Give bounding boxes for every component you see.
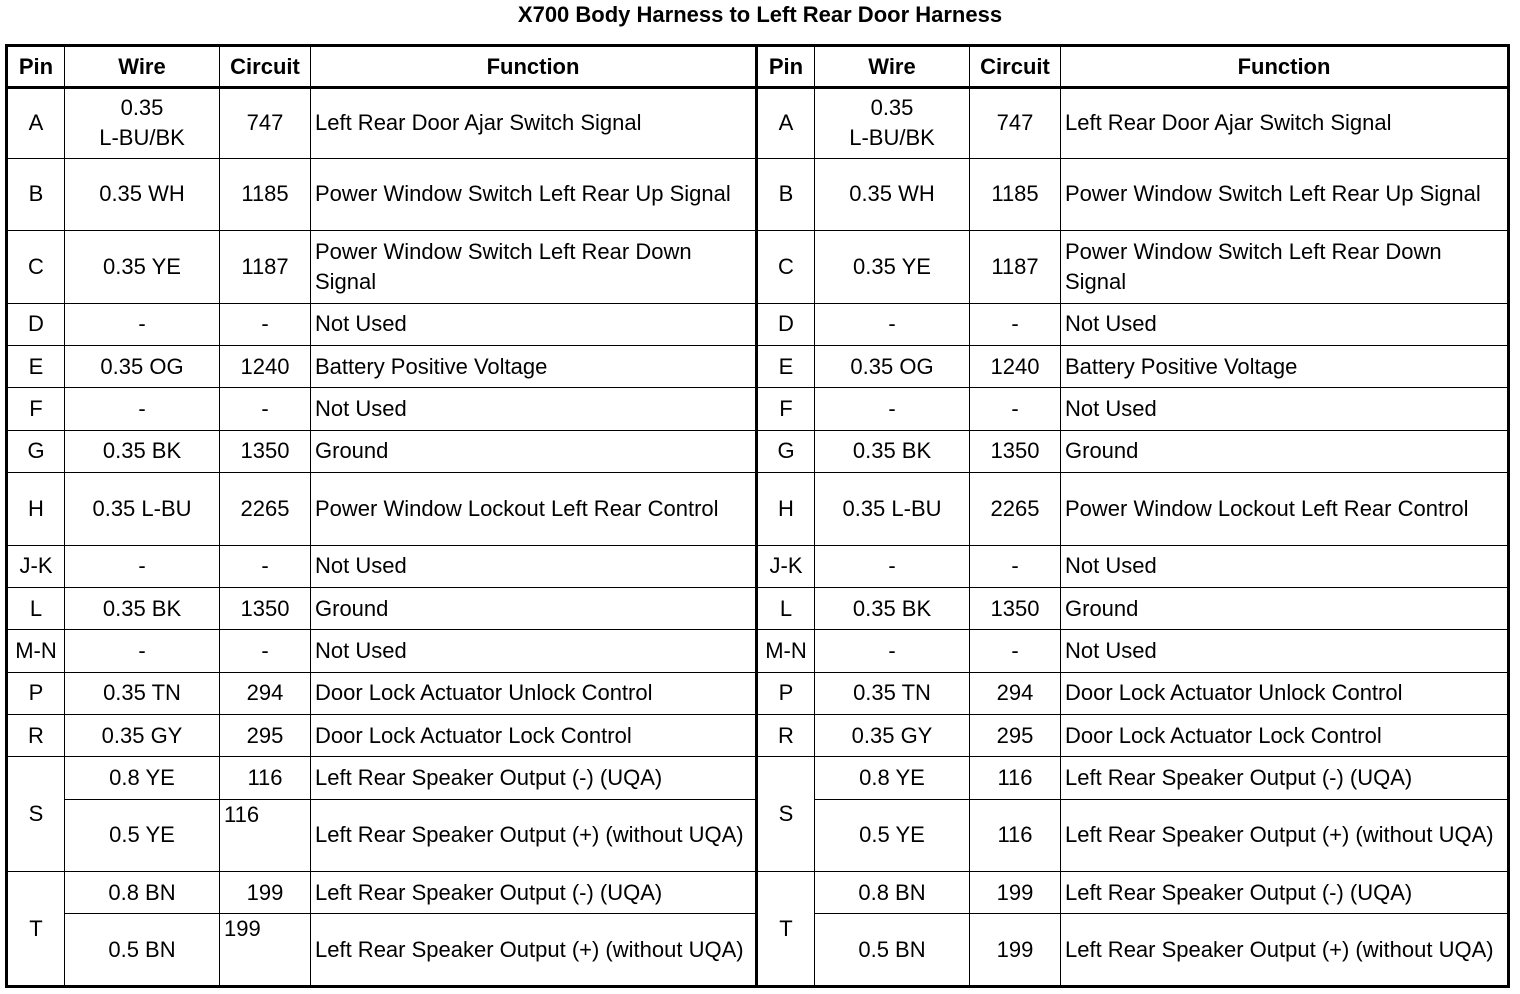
wire-cell-right: - — [815, 388, 970, 430]
pin-cell-right: E — [757, 346, 815, 388]
pin-cell: E — [7, 346, 65, 388]
harness-table — [5, 44, 1510, 988]
circuit-cell: 294 — [220, 672, 311, 714]
wire-cell-right: 0.35 L-BU/BK — [815, 88, 970, 159]
wire-cell: - — [65, 388, 220, 430]
wire-cell-right: 0.35 WH — [815, 158, 970, 231]
table-row — [7, 587, 1509, 629]
circuit-cell-right: - — [970, 388, 1061, 430]
pin-cell: B — [7, 158, 65, 231]
wire-cell: 0.35 BK — [65, 587, 220, 629]
header-function: Function — [311, 46, 757, 88]
pin-cell-right: T — [757, 872, 815, 987]
table-row — [7, 872, 1509, 914]
wire-cell-right: - — [815, 545, 970, 587]
function-cell: Ground — [311, 430, 757, 472]
function-cell: Left Rear Door Ajar Switch Signal — [311, 88, 757, 159]
wire-cell-right: 0.8 YE — [815, 757, 970, 799]
circuit-cell: - — [220, 388, 311, 430]
wire-cell: - — [65, 545, 220, 587]
function-cell: Not Used — [311, 388, 757, 430]
function-cell: Ground — [311, 587, 757, 629]
circuit-cell: 199 — [220, 872, 311, 914]
function-cell-right: Not Used — [1061, 388, 1509, 430]
wire-cell: 0.5 BN — [65, 914, 220, 987]
function-cell: Power Window Lockout Left Rear Control — [311, 472, 757, 545]
function-cell-right: Left Rear Speaker Output (-) (UQA) — [1061, 872, 1509, 914]
table-row — [7, 88, 1509, 159]
function-cell-right: Not Used — [1061, 545, 1509, 587]
circuit-cell-right: 2265 — [970, 472, 1061, 545]
wire-cell-right: 0.35 GY — [815, 714, 970, 756]
pin-cell-right: S — [757, 757, 815, 872]
circuit-cell-right: 1350 — [970, 430, 1061, 472]
circuit-cell: - — [220, 630, 311, 672]
function-cell: Left Rear Speaker Output (+) (without UQA) — [311, 799, 757, 872]
function-cell-right: Left Rear Door Ajar Switch Signal — [1061, 88, 1509, 159]
header-circuit: Circuit — [220, 46, 311, 88]
function-cell: Power Window Switch Left Rear Down Signal — [311, 231, 757, 304]
circuit-cell: - — [220, 545, 311, 587]
pin-cell: A — [7, 88, 65, 159]
pin-cell: C — [7, 231, 65, 304]
wire-cell: - — [65, 303, 220, 345]
wire-cell-right: 0.35 BK — [815, 587, 970, 629]
wire-cell-right: 0.35 OG — [815, 346, 970, 388]
table-row — [7, 545, 1509, 587]
wire-cell: 0.5 YE — [65, 799, 220, 872]
function-cell-right: Ground — [1061, 430, 1509, 472]
wire-cell-right: - — [815, 630, 970, 672]
function-cell: Door Lock Actuator Lock Control — [311, 714, 757, 756]
function-cell: Left Rear Speaker Output (-) (UQA) — [311, 757, 757, 799]
pin-cell: F — [7, 388, 65, 430]
function-cell: Door Lock Actuator Unlock Control — [311, 672, 757, 714]
table-row — [7, 430, 1509, 472]
table-row — [7, 630, 1509, 672]
header-circuit-right: Circuit — [970, 46, 1061, 88]
header-pin-right: Pin — [757, 46, 815, 88]
wire-cell: 0.35 L-BU — [65, 472, 220, 545]
circuit-cell-right: 116 — [970, 799, 1061, 872]
wire-cell: 0.35 BK — [65, 430, 220, 472]
function-cell-right: Not Used — [1061, 630, 1509, 672]
function-cell-right: Ground — [1061, 587, 1509, 629]
table-row — [7, 388, 1509, 430]
function-cell-right: Door Lock Actuator Lock Control — [1061, 714, 1509, 756]
circuit-cell: - — [220, 303, 311, 345]
function-cell-right: Power Window Switch Left Rear Up Signal — [1061, 158, 1509, 231]
table-row — [7, 472, 1509, 545]
function-cell: Not Used — [311, 303, 757, 345]
header-wire-right: Wire — [815, 46, 970, 88]
pin-cell-right: C — [757, 231, 815, 304]
pin-cell: P — [7, 672, 65, 714]
function-cell-right: Power Window Lockout Left Rear Control — [1061, 472, 1509, 545]
table-row — [7, 672, 1509, 714]
wire-cell: 0.35 OG — [65, 346, 220, 388]
circuit-cell-right: 1240 — [970, 346, 1061, 388]
wire-cell: - — [65, 630, 220, 672]
table-row — [7, 757, 1509, 799]
circuit-cell: 747 — [220, 88, 311, 159]
pin-cell-right: F — [757, 388, 815, 430]
circuit-cell: 1350 — [220, 587, 311, 629]
pin-cell: G — [7, 430, 65, 472]
pin-cell: R — [7, 714, 65, 756]
pin-cell: H — [7, 472, 65, 545]
circuit-cell-right: 294 — [970, 672, 1061, 714]
pin-cell-right: R — [757, 714, 815, 756]
function-cell-right: Door Lock Actuator Unlock Control — [1061, 672, 1509, 714]
wire-cell-right: 0.5 YE — [815, 799, 970, 872]
wire-cell-right: 0.8 BN — [815, 872, 970, 914]
function-cell-right: Left Rear Speaker Output (-) (UQA) — [1061, 757, 1509, 799]
table-title: X700 Body Harness to Left Rear Door Harness — [517, 2, 1003, 27]
pin-cell-right: A — [757, 88, 815, 159]
circuit-cell-right: 1185 — [970, 158, 1061, 231]
circuit-cell: 2265 — [220, 472, 311, 545]
circuit-cell: 116 — [220, 799, 311, 872]
wire-cell: 0.35 L-BU/BK — [65, 88, 220, 159]
function-cell: Not Used — [311, 545, 757, 587]
wire-cell-right: - — [815, 303, 970, 345]
wire-cell: 0.35 WH — [65, 158, 220, 231]
wire-cell-right: 0.35 L-BU — [815, 472, 970, 545]
pin-cell: J-K — [7, 545, 65, 587]
wire-cell-right: 0.35 TN — [815, 672, 970, 714]
circuit-cell: 199 — [220, 914, 311, 987]
function-cell-right: Battery Positive Voltage — [1061, 346, 1509, 388]
table-row — [7, 231, 1509, 304]
pin-cell: D — [7, 303, 65, 345]
pin-cell: L — [7, 587, 65, 629]
circuit-cell-right: 199 — [970, 872, 1061, 914]
wire-cell-right: 0.35 YE — [815, 231, 970, 304]
wire-cell-right: 0.5 BN — [815, 914, 970, 987]
pin-cell: S — [7, 757, 65, 872]
function-cell: Battery Positive Voltage — [311, 346, 757, 388]
header-wire: Wire — [65, 46, 220, 88]
table-row — [7, 158, 1509, 231]
circuit-cell-right: 747 — [970, 88, 1061, 159]
function-cell: Power Window Switch Left Rear Up Signal — [311, 158, 757, 231]
function-cell: Left Rear Speaker Output (+) (without UQA) — [311, 914, 757, 987]
circuit-cell: 1185 — [220, 158, 311, 231]
wire-cell: 0.35 TN — [65, 672, 220, 714]
table-row — [7, 303, 1509, 345]
header-pin: Pin — [7, 46, 65, 88]
function-cell-right: Power Window Switch Left Rear Down Signal — [1061, 231, 1509, 304]
function-cell-right: Left Rear Speaker Output (+) (without UQA) — [1061, 914, 1509, 987]
pin-cell-right: G — [757, 430, 815, 472]
table-row — [7, 346, 1509, 388]
circuit-cell-right: 199 — [970, 914, 1061, 987]
pin-cell-right: L — [757, 587, 815, 629]
pin-cell-right: B — [757, 158, 815, 231]
circuit-cell-right: - — [970, 545, 1061, 587]
wire-cell: 0.35 GY — [65, 714, 220, 756]
circuit-cell-right: 1187 — [970, 231, 1061, 304]
circuit-cell: 1187 — [220, 231, 311, 304]
pin-cell-right: P — [757, 672, 815, 714]
circuit-cell: 295 — [220, 714, 311, 756]
circuit-cell-right: 1350 — [970, 587, 1061, 629]
pin-cell-right: D — [757, 303, 815, 345]
wire-cell-right: 0.35 BK — [815, 430, 970, 472]
circuit-cell: 1350 — [220, 430, 311, 472]
wire-cell: 0.35 YE — [65, 231, 220, 304]
circuit-cell-right: 295 — [970, 714, 1061, 756]
pin-cell: M-N — [7, 630, 65, 672]
wire-cell: 0.8 YE — [65, 757, 220, 799]
header-function-right: Function — [1061, 46, 1509, 88]
circuit-cell: 1240 — [220, 346, 311, 388]
pin-cell-right: H — [757, 472, 815, 545]
pin-cell-right: M-N — [757, 630, 815, 672]
circuit-cell-right: 116 — [970, 757, 1061, 799]
circuit-cell-right: - — [970, 630, 1061, 672]
pin-cell-right: J-K — [757, 545, 815, 587]
circuit-cell: 116 — [220, 757, 311, 799]
header-row — [7, 46, 1509, 88]
table-body — [7, 88, 1509, 987]
wire-cell: 0.8 BN — [65, 872, 220, 914]
function-cell-right: Left Rear Speaker Output (+) (without UQA) — [1061, 799, 1509, 872]
function-cell: Not Used — [311, 630, 757, 672]
function-cell-right: Not Used — [1061, 303, 1509, 345]
table-row — [7, 714, 1509, 756]
circuit-cell-right: - — [970, 303, 1061, 345]
function-cell: Left Rear Speaker Output (-) (UQA) — [311, 872, 757, 914]
pin-cell: T — [7, 872, 65, 987]
